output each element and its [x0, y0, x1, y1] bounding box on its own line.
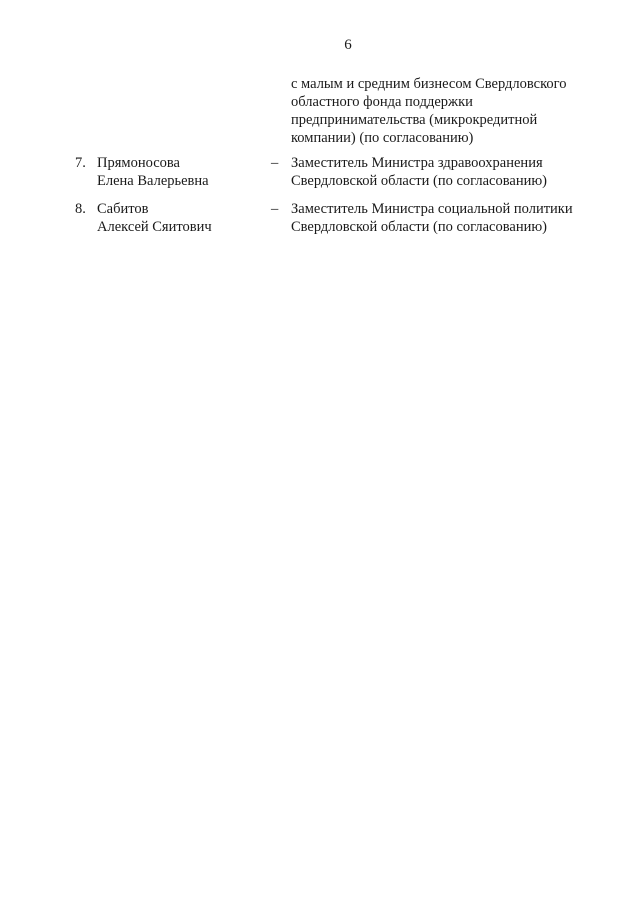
- given-name: Елена Валерьевна: [97, 173, 209, 189]
- member-name: [97, 154, 209, 190]
- member-role: [291, 200, 573, 236]
- role-line: Заместитель Министра социальной политики: [291, 201, 573, 217]
- member-entry-7: [75, 154, 595, 194]
- role-line: Свердловской области (по согласованию): [291, 219, 548, 235]
- member-entry-8: [75, 200, 595, 240]
- member-role: [291, 154, 547, 190]
- separator-dash: –: [271, 201, 279, 217]
- role-line: Свердловской области (по согласованию): [291, 173, 548, 189]
- text-line: компании) (по согласованию): [291, 130, 474, 146]
- member-number: 7.: [75, 155, 86, 171]
- role-line: Заместитель Министра здравоохранения: [291, 155, 543, 171]
- separator-dash: –: [271, 155, 279, 171]
- given-name: Алексей Сяитович: [97, 219, 212, 235]
- text-line: областного фонда поддержки: [291, 94, 473, 110]
- member-number: 8.: [75, 201, 86, 217]
- surname: Сабитов: [97, 201, 149, 217]
- member-name: [97, 200, 212, 236]
- surname: Прямоносова: [97, 155, 180, 171]
- continued-position-description: [291, 75, 591, 147]
- text-line: предпринимательства (микрокредитной: [291, 112, 538, 128]
- page-number: 6: [344, 37, 352, 53]
- text-line: с малым и средним бизнесом Свердловского: [291, 76, 567, 92]
